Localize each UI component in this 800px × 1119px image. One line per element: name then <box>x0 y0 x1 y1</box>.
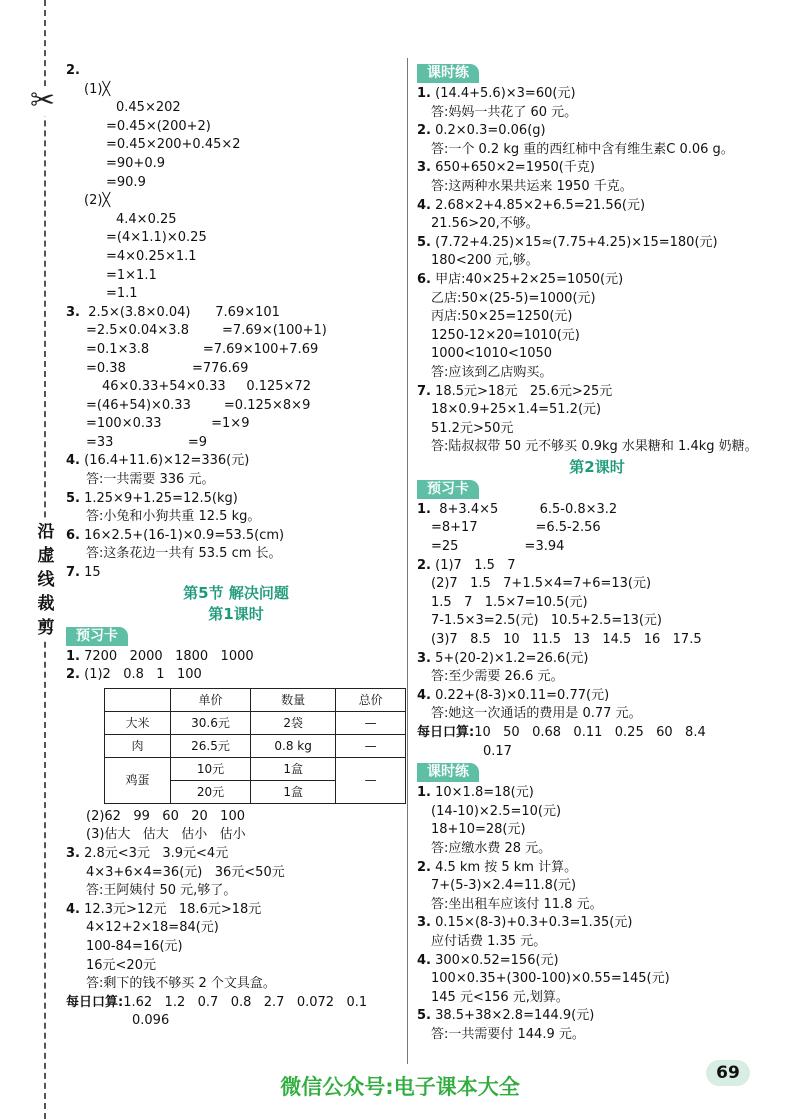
question-number: 4. <box>417 197 431 213</box>
answer-line: 答:一共需要 336 元。 <box>86 472 215 488</box>
table-cell: 26.5元 <box>171 734 251 757</box>
answer-line: (2)╳ <box>84 193 111 209</box>
question-number: 3. <box>66 304 80 320</box>
answer-line: (1)╳ <box>84 81 111 97</box>
answer-line: 100-84=16(元) <box>86 938 183 954</box>
answer-text: 0.22+(8-3)×0.11=0.77(元) <box>430 687 610 703</box>
answer-line: 0.45×202 <box>116 100 181 116</box>
answers-block-5 <box>417 501 777 761</box>
table-cell: 大米 <box>105 711 171 734</box>
table-cell: 10元 <box>171 757 251 780</box>
answer-line <box>66 304 406 323</box>
answer-line: 46×0.33+54×0.33 0.125×72 <box>102 379 311 395</box>
table-cell: 单价 <box>171 688 251 711</box>
answers-block-2 <box>66 648 406 685</box>
answer-line: =0.1×3.8 =7.69×100+7.69 <box>86 341 319 357</box>
answer-text: (7.72+4.25)×15≈(7.75+4.25)×15=180(元) <box>430 234 718 250</box>
answer-line: 答:一个 0.2 kg 重的西红柿中含有维生素C 0.06 g。 <box>431 141 734 157</box>
answer-line: 100×0.35+(300-100)×0.55=145(元) <box>431 971 670 987</box>
table-cell: 2袋 <box>251 711 336 734</box>
cut-char: 线 <box>37 570 55 590</box>
answer-line: 2. <box>66 63 80 78</box>
footer-watermark: 微信公众号:电子课本大全 <box>280 1075 520 1099</box>
question-number: 1. <box>417 785 431 801</box>
answer-text: 5+(20-2)×1.2=26.6(元) <box>430 650 589 666</box>
answer-line: (14-10)×2.5=10(元) <box>431 803 562 819</box>
answer-text: 10×1.8=18(元) <box>430 785 534 801</box>
answer-line: 7-1.5×3=2.5(元) 10.5+2.5=13(元) <box>431 613 662 629</box>
question-number: 4. <box>66 901 80 917</box>
answer-line <box>417 687 777 706</box>
table-row <box>105 711 406 734</box>
question-number: 2. <box>417 557 431 573</box>
column-divider <box>407 58 408 1064</box>
preview-card-tag: 预习卡 <box>417 480 479 499</box>
answer-line: 145 元<156 元,划算。 <box>431 989 569 1005</box>
answer-line: (2)62 99 60 20 100 <box>86 808 245 824</box>
answer-line: 乙店:50×(25-5)=1000(元) <box>431 290 596 306</box>
answer-text: 650+650×2=1950(千克) <box>430 160 595 176</box>
answer-text: 0.2×0.3=0.06(g) <box>430 123 546 139</box>
question-number: 每日口算: <box>66 994 124 1010</box>
answer-line <box>417 859 777 878</box>
scissors-icon: ✂ <box>30 83 56 118</box>
answer-line: =90+0.9 <box>106 155 166 171</box>
answer-line: 答:应该到乙店购买。 <box>431 364 553 380</box>
answer-text: 2.68×2+4.85×2+6.5=21.56(元) <box>430 197 646 213</box>
answer-text: 10 50 0.68 0.11 0.25 60 8.4 <box>474 725 706 740</box>
answer-line <box>417 650 777 669</box>
answer-line: 180<200 元,够。 <box>431 253 539 269</box>
answer-line: =0.38 =776.69 <box>86 360 249 376</box>
table-cell: 数量 <box>251 688 336 711</box>
cut-char: 虚 <box>37 546 55 566</box>
answer-line: 答:一共需要付 144.9 元。 <box>431 1026 585 1042</box>
answer-line: =2.5×0.04×3.8 =7.69×(100+1) <box>86 323 327 339</box>
answer-line: 18+10=28(元) <box>431 822 526 838</box>
answer-line: 21.56>20,不够。 <box>431 216 539 232</box>
question-number: 2. <box>417 123 431 139</box>
answer-line: 0.096 <box>132 1013 170 1029</box>
table-cell: 鸡蛋 <box>105 757 171 803</box>
answer-line: 答:这条花边一共有 53.5 cm 长。 <box>86 546 282 562</box>
question-number: 1. <box>417 86 431 101</box>
question-number: 5. <box>417 234 431 250</box>
table-cell: — <box>336 711 406 734</box>
table-cell: — <box>336 734 406 757</box>
answers-block-6 <box>417 784 777 1044</box>
practice-tag: 课时练 <box>417 64 479 83</box>
answer-line: =4×0.25×1.1 <box>106 248 197 264</box>
question-number: 2. <box>417 859 431 875</box>
answer-text: 15 <box>79 565 101 581</box>
answer-text: (14.4+5.6)×3=60(元) <box>430 86 576 101</box>
question-number: 1. <box>417 501 431 517</box>
answer-line <box>417 1007 777 1026</box>
answer-line <box>417 197 777 216</box>
answer-line: 答:剩下的钱不够买 2 个文具盒。 <box>86 976 276 992</box>
answer-line <box>417 234 777 253</box>
answer-text: (1)2 0.8 1 100 <box>79 667 202 683</box>
question-number: 3. <box>66 846 80 861</box>
cut-char: 裁 <box>37 594 55 614</box>
answer-line <box>66 648 406 667</box>
answer-line: 答:这两种水果共运来 1950 千克。 <box>431 178 633 194</box>
answer-text: 甲店:40×25+2×25=1050(元) <box>430 271 624 287</box>
answer-line: 4×3+6×4=36(元) 36元<50元 <box>86 864 285 880</box>
answer-line: =(4×1.1)×0.25 <box>106 230 207 246</box>
answer-text: 8+3.4×5 6.5-0.8×3.2 <box>430 501 618 517</box>
answer-text: 4.5 km 按 5 km 计算。 <box>430 859 578 875</box>
answer-text: 1.25×9+1.25=12.5(kg) <box>79 490 238 506</box>
question-number: 每日口算: <box>417 725 475 740</box>
question-number: 2. <box>66 667 80 683</box>
answer-line: 1.5 7 1.5×7=10.5(元) <box>431 594 588 610</box>
answer-line: 答:妈妈一共花了 60 元。 <box>431 104 578 120</box>
answer-line: =25 =3.94 <box>431 539 565 555</box>
answers-block-1 <box>66 62 406 583</box>
answer-line: 答:她这一次通话的费用是 0.77 元。 <box>431 706 642 722</box>
right-column <box>417 62 777 1045</box>
lesson-title: 第2课时 <box>569 457 625 476</box>
answer-line: 7+(5-3)×2.4=11.8(元) <box>431 878 577 894</box>
table-cell: 20元 <box>171 780 251 803</box>
question-number: 5. <box>417 1008 431 1024</box>
answer-line <box>66 994 406 1013</box>
answer-text: (16.4+11.6)×12=336(元) <box>79 453 250 469</box>
table-cell: 肉 <box>105 734 171 757</box>
answer-line <box>66 901 406 920</box>
answer-line: 4×12+2×18=84(元) <box>86 920 219 936</box>
table-cell: 0.8 kg <box>251 734 336 757</box>
answer-line <box>417 159 777 178</box>
answer-text: 0.15×(8-3)+0.3+0.3=1.35(元) <box>430 915 633 931</box>
answer-line: 答:王阿姨付 50 元,够了。 <box>86 883 237 899</box>
answer-line <box>417 501 777 520</box>
answer-line <box>417 85 777 104</box>
answer-line: (3)估大 估大 估小 估小 <box>86 827 246 843</box>
answer-line: =0.45×(200+2) <box>106 118 211 134</box>
table-header-row <box>105 688 406 711</box>
table-cell: 1盒 <box>251 780 336 803</box>
table-row <box>105 734 406 757</box>
answer-line <box>417 952 777 971</box>
answer-line: 4.4×0.25 <box>116 211 177 227</box>
answer-line: 51.2元>50元 <box>431 420 514 436</box>
cut-instruction <box>34 520 58 640</box>
question-number: 3. <box>417 160 431 176</box>
question-number: 3. <box>417 650 431 666</box>
answer-line <box>417 784 777 803</box>
table-cell: 总价 <box>336 688 406 711</box>
lesson-title: 第1课时 <box>208 604 264 623</box>
answers-block-3 <box>66 808 406 1031</box>
answer-text: (1)7 1.5 7 <box>430 557 516 573</box>
table-cell: — <box>336 757 406 803</box>
answer-line <box>66 452 406 471</box>
answer-line: =33 =9 <box>86 434 207 450</box>
answer-line: 0.17 <box>483 743 512 759</box>
answer-line <box>66 527 406 546</box>
answer-text: 18.5元>18元 25.6元>25元 <box>430 383 613 399</box>
answer-line: =90.9 <box>106 174 146 190</box>
table-row <box>105 757 406 780</box>
answer-text: 16×2.5+(16-1)×0.9=53.5(cm) <box>79 527 285 543</box>
answer-line <box>66 490 406 509</box>
answer-text: 38.5+38×2.8=144.9(元) <box>430 1008 595 1024</box>
answer-line: 16元<20元 <box>86 957 156 973</box>
answer-line: =0.45×200+0.45×2 <box>106 137 241 153</box>
answer-line: 答:小兔和小狗共重 12.5 kg。 <box>86 509 261 525</box>
question-number: 1. <box>66 648 80 664</box>
answer-line: =1×1.1 <box>106 267 157 283</box>
answer-line: 丙店:50×25=1250(元) <box>431 309 573 325</box>
answer-line: 18×0.9+25×1.4=51.2(元) <box>431 402 602 418</box>
answer-line: 1250-12×20=1010(元) <box>431 327 580 343</box>
answer-line <box>417 557 777 576</box>
section-title: 第5节 解决问题 <box>183 583 289 602</box>
answer-line: 1000<1010<1050 <box>431 346 553 362</box>
answer-line <box>417 271 777 290</box>
question-number: 7. <box>417 383 431 399</box>
cut-char: 沿 <box>37 522 55 542</box>
answer-line <box>417 383 777 402</box>
cut-char: 剪 <box>37 618 55 638</box>
question-number: 7. <box>66 565 80 581</box>
answer-text: 1.62 1.2 0.7 0.8 2.7 0.072 0.1 <box>123 994 368 1010</box>
answer-line: (3)7 8.5 10 11.5 13 14.5 16 17.5 <box>431 632 702 648</box>
price-table <box>104 688 406 804</box>
answer-line <box>417 914 777 933</box>
answer-text: 2.8元<3元 3.9元<4元 <box>79 846 229 861</box>
question-number: 4. <box>417 687 431 703</box>
answer-line <box>417 122 777 141</box>
answer-line: 答:应缴水费 28 元。 <box>431 840 552 856</box>
answer-line <box>66 564 406 583</box>
left-column <box>66 62 406 1031</box>
practice-tag: 课时练 <box>417 763 479 782</box>
answer-line <box>66 845 406 864</box>
answer-line: 答:陆叔叔带 50 元不够买 0.9kg 水果糖和 1.4kg 奶糖。 <box>431 439 758 455</box>
question-number: 5. <box>66 490 80 506</box>
answer-text: 2.5×(3.8×0.04) 7.69×101 <box>79 304 280 320</box>
answer-line: (2)7 1.5 7+1.5×4=7+6=13(元) <box>431 576 652 592</box>
answer-text: 12.3元>12元 18.6元>18元 <box>79 901 262 917</box>
answers-block-4 <box>417 85 777 457</box>
question-number: 3. <box>417 915 431 931</box>
question-number: 6. <box>417 271 431 287</box>
answer-line: =1.1 <box>106 286 138 302</box>
answer-line <box>417 724 777 743</box>
answer-line: =8+17 =6.5-2.56 <box>431 520 601 536</box>
answer-line: =(46+54)×0.33 =0.125×8×9 <box>86 397 311 413</box>
answer-line <box>66 666 406 685</box>
answer-text: 7200 2000 1800 1000 <box>79 648 254 664</box>
answer-line: 答:至少需要 26.6 元。 <box>431 669 564 685</box>
table-cell: 1盒 <box>251 757 336 780</box>
answer-line: 应付话费 1.35 元。 <box>431 933 547 949</box>
preview-card-tag: 预习卡 <box>66 627 128 646</box>
answer-line: =100×0.33 =1×9 <box>86 416 250 432</box>
table-cell <box>105 688 171 711</box>
table-cell: 30.6元 <box>171 711 251 734</box>
question-number: 4. <box>66 453 80 469</box>
answer-text: 300×0.52=156(元) <box>430 952 559 968</box>
answer-line: 答:坐出租车应该付 11.8 元。 <box>431 896 603 912</box>
question-number: 4. <box>417 952 431 968</box>
question-number: 6. <box>66 527 80 543</box>
page-number: 69 <box>706 1060 750 1086</box>
